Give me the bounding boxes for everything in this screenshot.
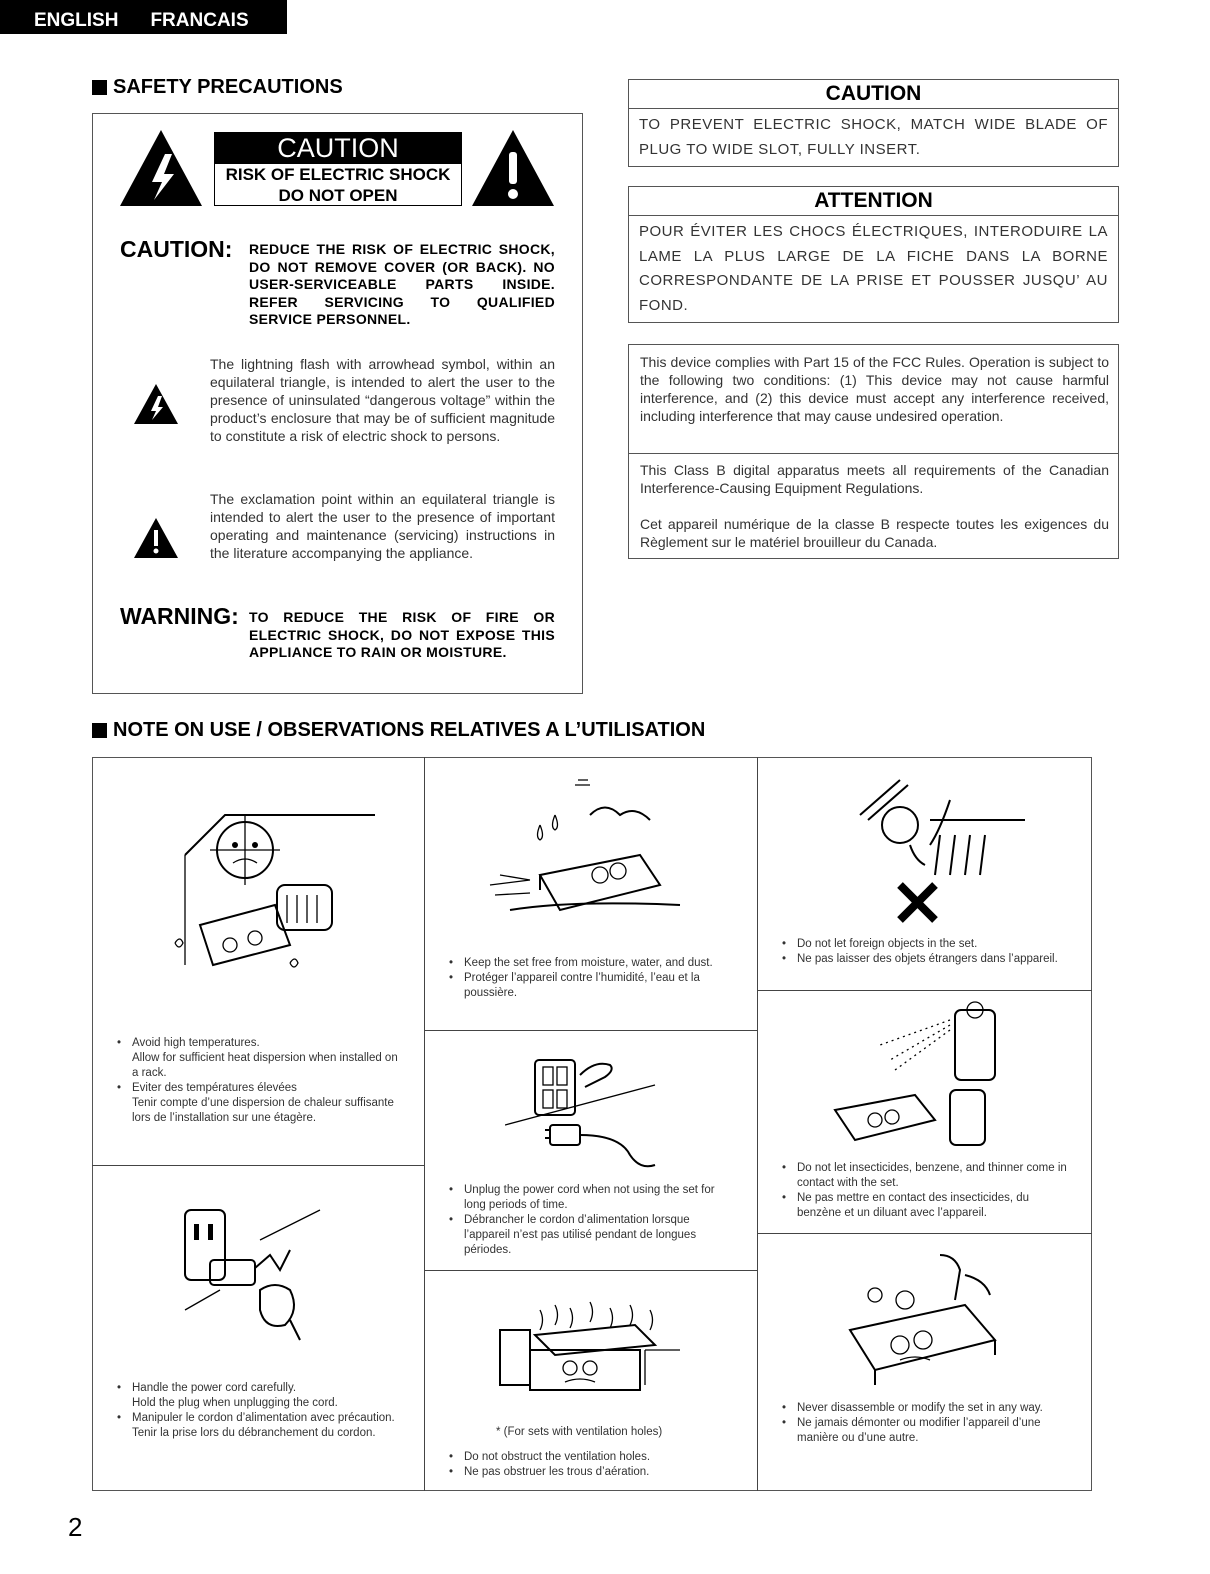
sun-heater-illustration-icon: [165, 795, 405, 985]
grid-divider: [757, 757, 758, 1491]
unplug-illustration-icon: [505, 1045, 665, 1175]
list-item: • Never disassemble or modify the set in any way.: [780, 1401, 1070, 1416]
list-item-sub: Hold the plug when unplugging the cord.: [132, 1397, 338, 1409]
grid-divider: [424, 1030, 758, 1031]
warning-text: TO REDUCE THE RISK OF FIRE OR ELECTRIC SHOCK, DO NOT EXPOSE THIS APPLIANCE TO RAIN OR MOISTURE.: [249, 609, 555, 660]
cord-note: [115, 1381, 405, 1441]
exclamation-symbol-icon: [133, 517, 179, 559]
grid-divider: [424, 757, 425, 1491]
list-item-sub: Tenir compte d’une dispersion de chaleur suffisante lors de l’installation sur une étagère.: [132, 1097, 394, 1124]
fcc-box: [628, 344, 1119, 559]
list-item: • Do not let foreign objects in the set.: [780, 937, 1070, 952]
caution-box-title: CAUTION: [629, 80, 1118, 109]
grid-divider: [92, 1165, 425, 1166]
warning-title: WARNING:: [120, 603, 239, 629]
caution-box: [628, 79, 1119, 167]
lightning-warning-icon: [118, 128, 204, 208]
list-item: • Keep the set free from moisture, water, and dust.: [447, 956, 737, 971]
list-item: • Do not let insecticides, benzene, and thinner come in contact with the set.: [780, 1161, 1070, 1191]
canada-statement-en: This Class B digital apparatus meets all requirements of the Canadian Interference-Causing Equipment Regulations.: [640, 462, 1109, 496]
plug-socket-illustration-icon: [180, 1200, 330, 1350]
list-item: • Protéger l’appareil contre l’humidité, l’eau et la poussière.: [447, 971, 737, 1001]
disassemble-note: [780, 1401, 1070, 1446]
tab-english[interactable]: ENGLISH: [34, 10, 119, 31]
page-number: 2: [68, 1512, 83, 1542]
list-item: • Do not obstruct the ventilation holes.: [447, 1450, 737, 1465]
lightning-symbol-icon: [133, 383, 179, 425]
ventilation-note-caption: * (For sets with ventilation holes): [496, 1426, 663, 1438]
list-item-sub: Allow for sufficient heat dispersion when installed on a rack.: [132, 1052, 398, 1079]
ventilation-illustration-icon: [495, 1290, 685, 1410]
caution-label-title: CAUTION: [215, 133, 461, 164]
safety-heading-text: SAFETY PRECAUTIONS: [113, 76, 343, 98]
canada-statement-fr: Cet appareil numérique de la classe B respecte toutes les exigences du Règlement sur le matériel brouilleur du Canada.: [640, 516, 1109, 550]
list-item: • Ne pas mettre en contact des insecticides, du benzène et un diluant avec l’appareil.: [780, 1191, 1070, 1221]
exclamation-warning-icon: [470, 128, 556, 208]
caution-label-line3: DO NOT OPEN: [278, 186, 398, 205]
grid-divider: [424, 1270, 758, 1271]
moisture-dust-illustration-icon: [480, 775, 700, 925]
note-heading: [92, 719, 705, 742]
grid-divider: [757, 990, 1092, 991]
insecticide-spray-illustration-icon: [825, 1000, 1015, 1150]
fcc-divider: [629, 453, 1118, 454]
caution-box-text: TO PREVENT ELECTRIC SHOCK, MATCH WIDE BLADE OF PLUG TO WIDE SLOT, FULLY INSERT.: [639, 116, 1108, 158]
chemicals-note: [780, 1161, 1070, 1221]
bullet-square-icon: [92, 80, 107, 95]
moisture-note: [447, 956, 737, 1001]
tab-francais[interactable]: FRANCAIS: [150, 10, 249, 31]
caution-label-line2: RISK OF ELECTRIC SHOCK: [225, 165, 451, 184]
exclamation-description: The exclamation point within an equilateral triangle is intended to alert the user to the presence of important operating and maintenance (servicing) instructions in the literature accompanying the appliance.: [210, 491, 555, 561]
list-item: • Débrancher le cordon d’alimentation lorsque l’appareil n’est pas utilisé pendant de longues périodes.: [447, 1213, 737, 1258]
list-item: • Handle the power cord carefully.: [115, 1381, 405, 1396]
caution-text: REDUCE THE RISK OF ELECTRIC SHOCK, DO NOT REMOVE COVER (OR BACK). NO USER-SERVICEABLE PARTS INSIDE. REFER SERVICING TO QUALIFIED SERVICE PERSONNEL.: [249, 241, 555, 327]
bullet-square-icon: [92, 723, 107, 738]
attention-box: [628, 186, 1119, 323]
list-item: • Ne pas obstruer les trous d’aération.: [447, 1465, 737, 1480]
safety-heading: [92, 76, 343, 99]
list-item: • Unplug the power cord when not using the set for long periods of time.: [447, 1183, 737, 1213]
lightning-description: The lightning flash with arrowhead symbol, within an equilateral triangle, is intended to alert the user to the presence of uninsulated “dangerous voltage” within the product’s enclosure that may be of sufficient magnitude to constitute a risk of electric shock to persons.: [210, 356, 555, 444]
list-item: • Avoid high temperatures.: [115, 1036, 405, 1051]
fcc-statement: This device complies with Part 15 of the FCC Rules. Operation is subject to the following two conditions: (1) This device may not cause harmful interference, and (2) this device must accept any interference received, including interference that may cause undesired operation.: [640, 354, 1109, 424]
temperature-note: [115, 1036, 405, 1126]
attention-box-title: ATTENTION: [629, 187, 1118, 216]
caution-label: [214, 132, 462, 206]
note-heading-text: NOTE ON USE / OBSERVATIONS RELATIVES A L’UTILISATION: [113, 719, 706, 741]
list-item-sub: Tenir la prise lors du débranchement du cordon.: [132, 1427, 376, 1439]
ventilation-note: [447, 1450, 737, 1480]
disassemble-illustration-icon: [845, 1245, 1015, 1390]
list-item: • Eviter des températures élevées: [115, 1081, 405, 1096]
foreign-objects-illustration-icon: [840, 775, 1030, 930]
attention-box-text: POUR ÉVITER LES CHOCS ÉLECTRIQUES, INTERODUIRE LA LAME LA PLUS LARGE DE LA FICHE DANS LA BORNE CORRESPONDANTE DE LA PRISE ET POUSSER JUSQU’ AU FOND.: [639, 223, 1108, 314]
list-item: • Manipuler le cordon d’alimentation avec précaution.: [115, 1411, 405, 1426]
caution-title: CAUTION:: [120, 236, 233, 262]
foreign-objects-note: [780, 937, 1070, 967]
grid-divider: [757, 1233, 1092, 1234]
language-tab-bar: [0, 0, 287, 34]
unplug-note: [447, 1183, 737, 1258]
list-item: • Ne pas laisser des objets étrangers dans l’appareil.: [780, 952, 1070, 967]
list-item: • Ne jamais démonter ou modifier l’appareil d’une manière ou d’une autre.: [780, 1416, 1070, 1446]
